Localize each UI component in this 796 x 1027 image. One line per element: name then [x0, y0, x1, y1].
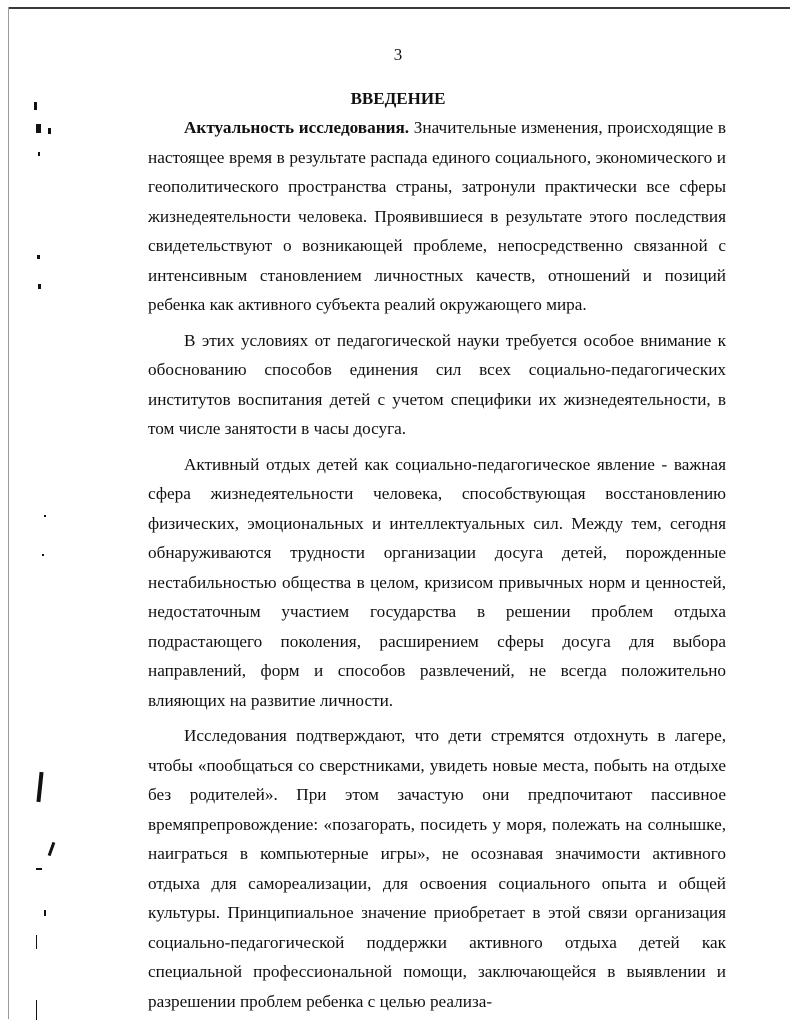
scan-mark — [37, 255, 40, 259]
scan-top-edge — [8, 7, 790, 9]
scan-mark — [36, 124, 41, 133]
scan-mark — [38, 284, 41, 289]
scan-mark — [44, 910, 46, 916]
document-body — [148, 113, 726, 1016]
scan-mark — [38, 152, 40, 156]
paragraph-relevance — [148, 113, 726, 320]
page-number: 3 — [393, 45, 403, 64]
scan-mark — [36, 772, 43, 802]
scan-mark — [42, 554, 44, 556]
scan-mark — [36, 935, 37, 949]
scan-mark — [36, 1000, 37, 1020]
scan-mark — [48, 842, 56, 856]
paragraph: Исследования подтверждают, что дети стремятся отдохнуть в лагере, чтобы «пообщаться со сверстниками, увидеть новые места, побыть на отдыхе без родителей». При этом зачастую они предпочитают пассивное времяпрепровождение: «позагорать, посидеть у моря, полежать на солнышке, наиграться в компьютерные игры», не осознавая значимости активного отдыха для самореализации, для освоения социального опыта и общей культуры. Принципиальное значение приобретает в этой связи организация социально-педагогической поддержки активного отдыха детей как специальной профессиональной помощи, заключающейся в выявлении и разрешении проблем ребенка с целью реализа- — [148, 726, 726, 1011]
scan-mark — [44, 515, 46, 517]
page-heading: ВВЕДЕНИЕ — [350, 89, 446, 108]
scan-mark — [48, 128, 51, 134]
paragraph: Активный отдых детей как социально-педагогическое явление - важная сфера жизнедеятельности человека, способствующая восстановлению физических, эмоциональных и интеллектуальных сил. Между тем, сегодня обнаруживаются трудности организации досуга детей, порожденные нестабильностью общества в целом, кризисом привычных норм и ценностей, недостаточным участием государства в решении проблем отдыха подрастающего поколения, расширением сферы досуга для выбора направлений, форм и способов развлечений, не всегда положительно влияющих на развитие личности. — [148, 454, 726, 710]
scan-mark — [36, 868, 42, 870]
scan-left-edge — [8, 7, 9, 1019]
paragraph-lead: Актуальность исследования. — [184, 118, 410, 137]
paragraph-text: Значительные изменения, происходящие в настоящее время в результате распада единого социального, экономического и геополитического пространства страны, затронули практически все сферы жизнедеятельности человека. Проявившиеся в результате этого последствия свидетельствуют о возникающей проблеме, непосредственно связанной с интенсивным становлением личностных качеств, отношений и позиций ребенка как активного субъекта реалий окружающего мира. — [148, 118, 726, 314]
paragraph: В этих условиях от педагогической науки требуется особое внимание к обоснованию способов единения сил всех социально-педагогических институтов воспитания детей с учетом специфики их жизнедеятельности, в том числе занятости в часы досуга. — [148, 330, 726, 438]
